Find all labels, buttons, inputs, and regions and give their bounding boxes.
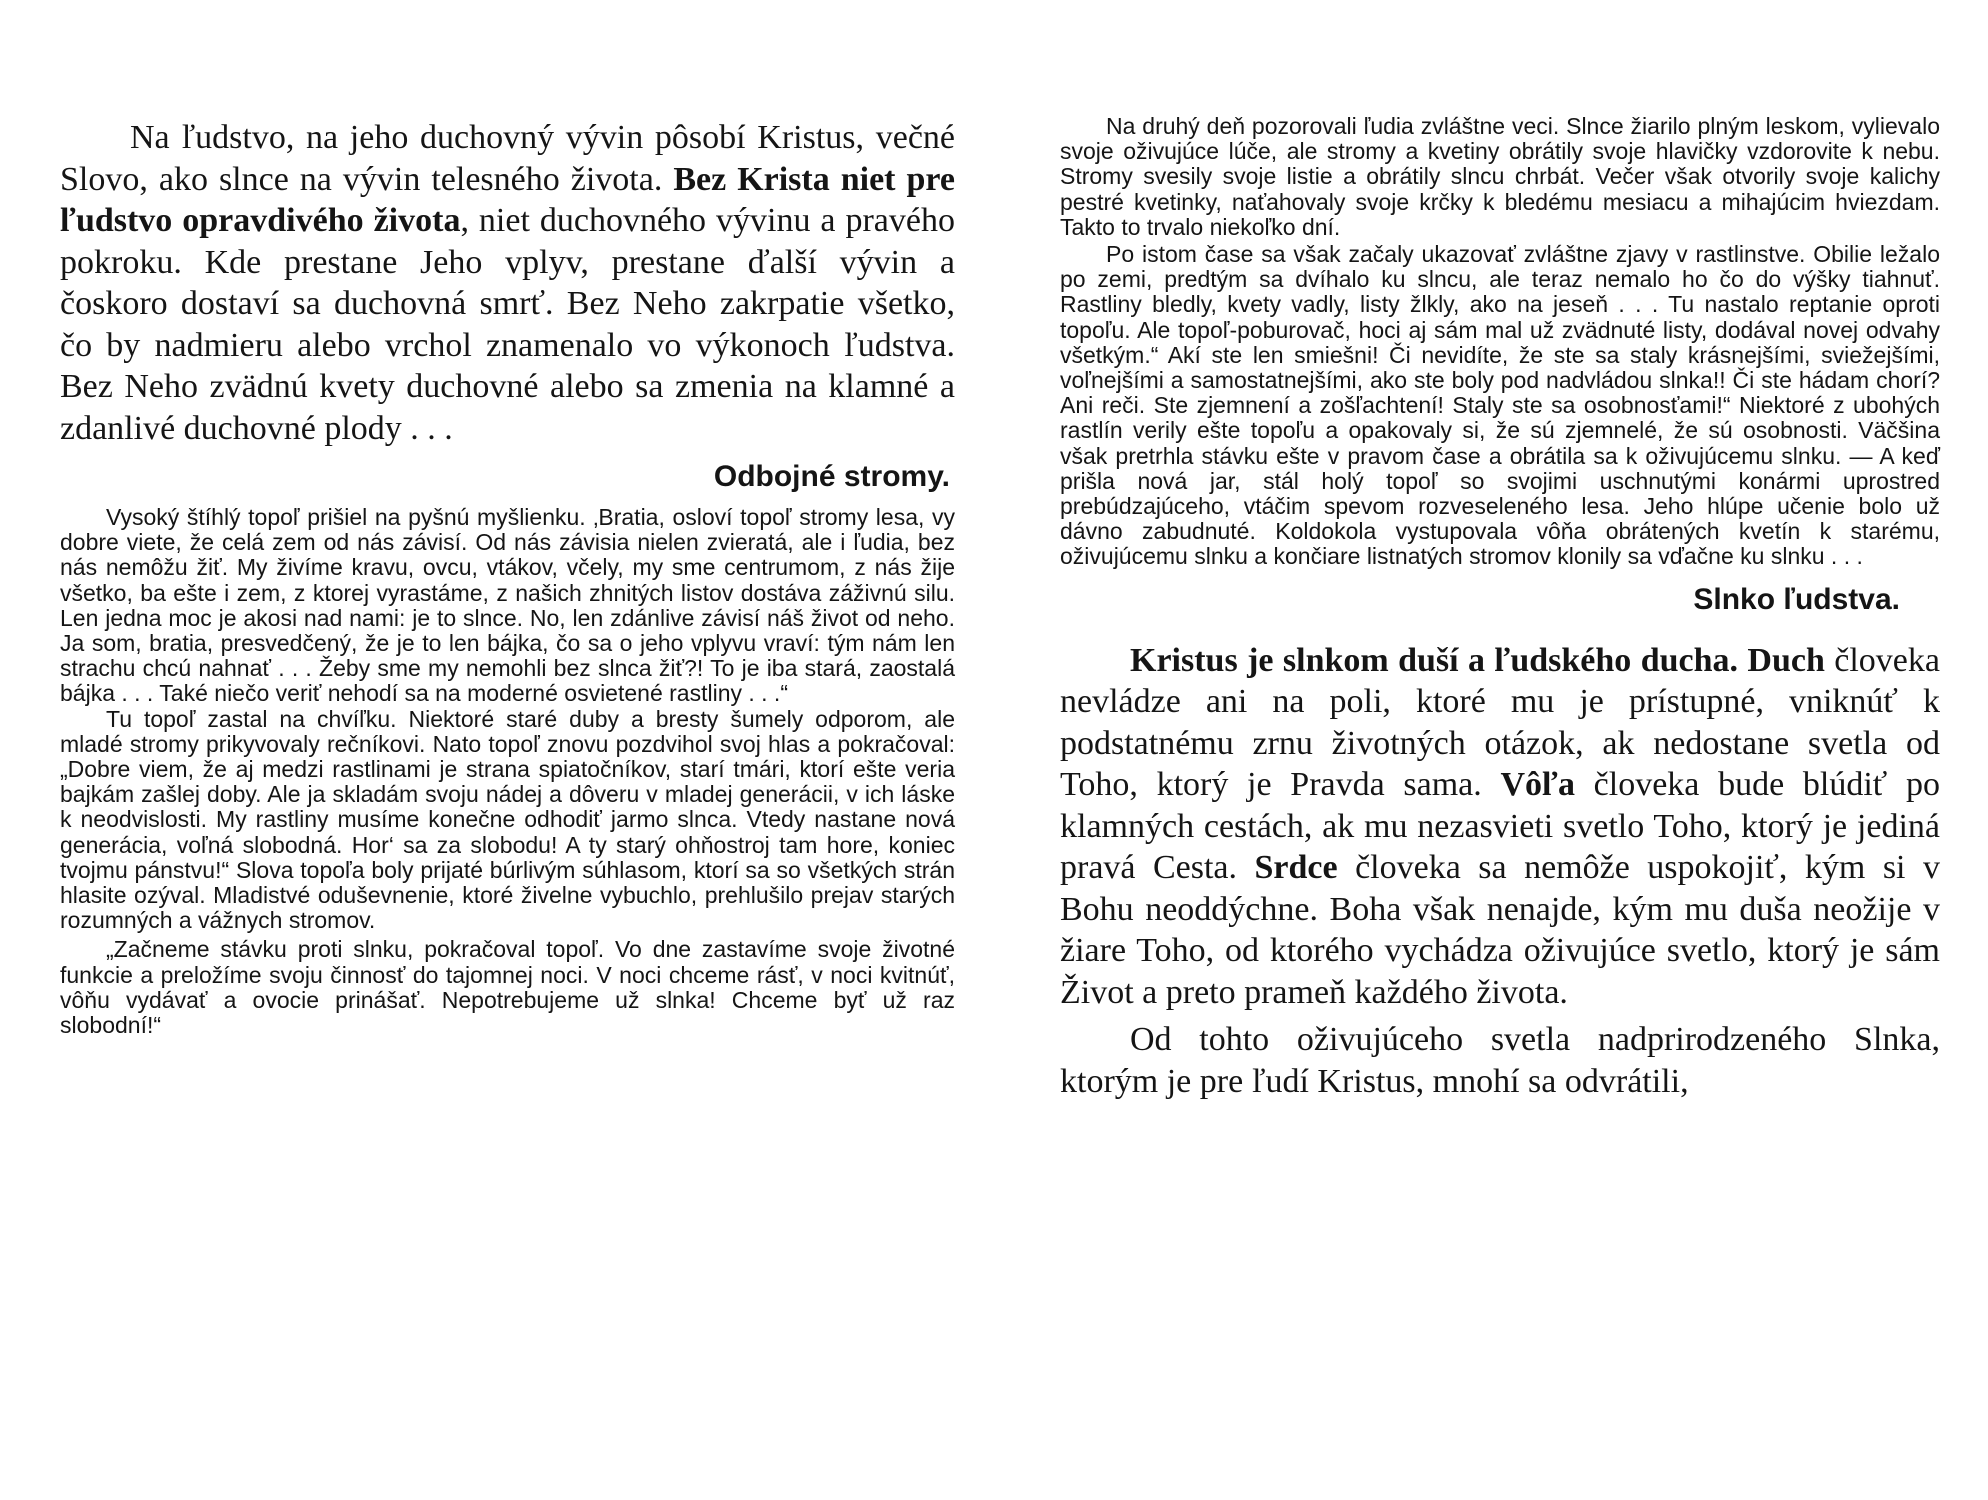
paragraph-left-3: „Začneme stávku proti slnku, pokračoval topoľ. Vo dne zastavíme svoje životné funkcie a preložíme svoju činnosť do tajomnej noci. V noci chceme rásť, v noci kvitnúť, vôňu vydávať a ovocie prinášať. Nepotrebujeme už slnka! Chceme byť už raz slobodní!“ (60, 936, 955, 1039)
paragraph-left-1: Vysoký štíhlý topoľ prišiel na pyšnú myšlienku. ‚Bratia, osloví topoľ stromy lesa, vy dobre viete, že celá zem od nás závisí. Od nás závisia nielen zvieratá, ale i ľudia, bez nás nemôžu žiť. My živíme kravu, ovcu, vtákov, včely, my sme centrumom, z nás žije všetko, ba ešte i zem, z ktorej vyrastáme, z našich zhnitých listov dostáva záživnú silu. Len jedna moc je akosi nad nami: je to slnce. No, len zdánlive závisí náš život od neho. Ja som, bratia, presvedčený, že je to len bájka, čo sa o jeho vplyvu vraví: tým nám len strachu chcú nahnať . . . Žeby sme my nemohli bez slnca žiť?! To je iba stará, zaostalá bájka . . . Také niečo veriť nehodí sa na moderné osvietené rastliny . . .“ (60, 504, 955, 707)
closing-text-3: človeka sa nemôže uspokojiť, kým si v Bohu neoddýchne. Boha však nenajde, kým mu duša neožije v žiare Toho, od ktorého vychádza oživujúce svetlo, ktorý je sám Život a preto prameň každého života. (1060, 849, 1940, 1011)
closing-text-2: človeka bude blúdiť po klamných cestách, ak mu nezasvieti svetlo Toho, ktorý je jediná pravá Cesta. (1060, 766, 1940, 887)
right-column (1060, 0, 1940, 1102)
paragraph-right-1: Na druhý deň pozorovali ľudia zvláštne veci. Slnce žiarilo plným leskom, vylievalo svoje oživujúce lúče, ale stromy a kvetiny obrátily svoje hlavičky vzdorovite k nebu. Stromy svesily svoje listie a obrátily slncu chrbát. Večer však otvorily svoje kalichy pestré kvetinky, naťahovaly svoje krčky k bledému mesiacu a mihajúcim hviezdam. Takto to trvalo niekoľko dní. (1060, 113, 1940, 240)
closing-bold-2: Vôľa (1500, 766, 1575, 804)
left-column (60, 0, 955, 1038)
heading-slnko-ludstva: Slnko ľudstva. (1693, 582, 1900, 616)
closing-text-1: človeka nevládze ani na poli, ktoré mu je prístupné, vniknúť k podstatnému zrnu životných otázok, ak nedostane svetla od Toho, ktorý je Pravda sama. (1060, 641, 1940, 804)
closing-bold-1: Kristus je slnkom duší a ľudského ducha. Duch (1130, 641, 1825, 679)
closing-last-paragraph: Od tohto oživujúceho svetla nadprirodzeného Slnka, ktorým je pre ľudí Kristus, mnohí sa odvrátili, (1060, 1021, 1940, 1100)
intro-paragraph (60, 117, 955, 449)
intro-text-1: Na ľudstvo, na jeho duchovný vývin pôsobí Kristus, večné Slovo, ako slnce na vývin telesného života. (60, 119, 955, 198)
closing-bold-3: Srdce (1254, 849, 1338, 887)
intro-bold-1: Bez Krista niet pre ľudstvo opravdivého života (60, 160, 955, 239)
heading-odbojne-stromy: Odbojné stromy. (713, 460, 950, 493)
paragraph-left-2: Tu topoľ zastal na chvíľku. Niektoré staré duby a bresty šumely odporom, ale mladé stromy prikyvovaly rečníkovi. Nato topoľ znovu pozdvihol svoj hlas a pokračoval: „Dobre viem, že aj medzi rastlinami je strana spiatočníkov, starí tmári, ktorí ešte veria bajkám zašlej doby. Ale ja skladám svoju nádej a dôveru v mladej generácii, v ich láske k neodvislosti. My rastliny musíme konečne odhodiť jarmo slnca. Vtedy nastane nová generácia, voľná slobodná. Hor‘ sa za slobodu! A ty starý ohňostroj tam hore, koniec tvojmu pánstvu!“ Slova topoľa boly prijaté búrlivým súhlasom, ktorí sa so všetkých strán hlasite ozýval. Mladistvé oduševnenie, ktoré živelne vybuchlo, prehlušilo prejav starých rozumných a vážnych stromov. (60, 705, 955, 934)
paragraph-right-2: Po istom čase sa však začaly ukazovať zvláštne zjavy v rastlinstve. Obilie ležalo po zemi, predtým sa dvíhalo ku slncu, ale teraz nemalo ho čo do výšky tiahnuť. Rastliny bledly, kvety vadly, listy žlkly, ako na jeseň . . . Tu nastalo reptanie oproti topoľu. Ale topoľ-poburovač, hoci aj sám mal už zvädnuté listy, dodával novej odvahy všetkým.“ Akí ste len smiešni! Či nevidíte, že ste sa staly krásnejšími, sviežejšími, voľnejšími a samostatnejšími, ako ste boly pod nadvládou slnka!! Či ste hádam chorí? Ani reči. Ste zjemnení a zošľachtení! Staly ste sa osobnosťami!“ Niektoré z ubohých rastlín verily ešte topoľu a opakovaly si, že sú zjemnelé, že sú osobnosti. Väčšina však pretrhla stávku ešte v pravom čase a obrátila sa k oživujúcemu slnku. — A keď prišla nová jar, stál holý topoľ so svojimi uschnutými konármi uprostred prebúdzajúceho, vtáčim spevom rozveseleného lesa. Jeho hlúpe učenie bolo už dávno zabudnuté. Koldokola vystupovala vôňa obrátených kvetín k starému, oživujúcemu slnku a končiare listnatých stromov klonily sa vďačne ku slnku . . . (1060, 241, 1940, 570)
intro-text-2: , niet duchovného vývinu a pravého pokroku. Kde prestane Jeho vplyv, prestane ďalší vývin a čoskoro dostaví sa duchovná smrť. Bez Neho zakrpatie všetko, čo by nadmieru alebo vrchol znamenalo vo výkonoch ľudstva. Bez Neho zvädnú kvety duchovné alebo sa zmenia na klamné a zdanlivé duchovné plody . . . (60, 202, 955, 447)
closing-paragraph (1060, 640, 1940, 1014)
